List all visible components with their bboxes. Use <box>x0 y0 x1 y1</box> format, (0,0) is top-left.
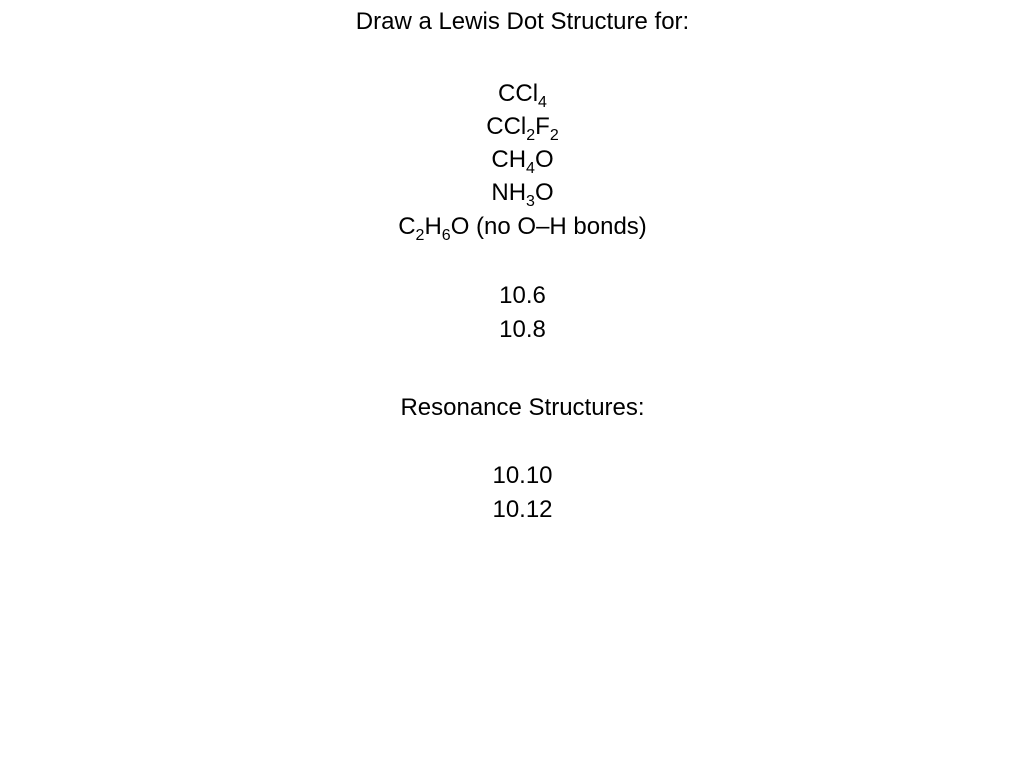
formula-text: CCl <box>486 113 527 140</box>
formula-text: C <box>398 213 416 240</box>
problem-10-10: 10.10 <box>492 462 553 489</box>
formula-subscript: 2 <box>549 127 559 144</box>
formula-subscript: 4 <box>526 160 535 177</box>
formula-ch4o <box>0 146 1024 177</box>
problem-10-12: 10.12 <box>492 496 553 523</box>
formula-c2h6o <box>0 213 1024 244</box>
formula-text: F <box>535 113 550 140</box>
formula-ccl4 <box>0 80 1024 111</box>
formula-text: H <box>424 213 442 240</box>
formula-subscript: 3 <box>526 193 535 210</box>
formula-subscript: 4 <box>538 94 547 111</box>
formula-subscript: 2 <box>526 127 536 144</box>
formula-text: CH <box>491 146 527 173</box>
formula-subscript: 6 <box>441 227 451 244</box>
formula-subscript: 2 <box>415 227 425 244</box>
resonance-heading: Resonance Structures: <box>400 394 645 421</box>
heading: Draw a Lewis Dot Structure for: <box>355 8 690 35</box>
formula-ccl2f2 <box>0 113 1024 144</box>
problem-10-6: 10.6 <box>499 282 546 309</box>
formula-nh3o <box>0 179 1024 210</box>
formula-text: O <box>534 179 554 206</box>
formula-text: O <box>534 146 554 173</box>
formula-text: O (no O–H bonds) <box>450 213 647 240</box>
problem-10-8: 10.8 <box>499 316 546 343</box>
formula-text: CCl <box>498 80 539 107</box>
formula-text: NH <box>491 179 527 206</box>
